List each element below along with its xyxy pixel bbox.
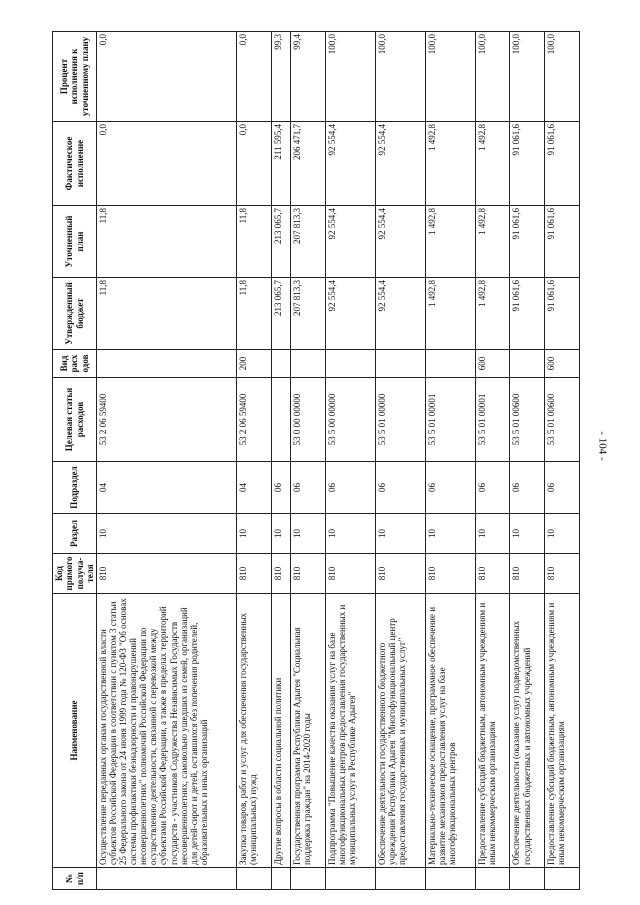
cell-target: 53 2 06 59400 bbox=[237, 378, 272, 462]
cell-section: 10 bbox=[326, 514, 376, 554]
cell-refined: 1 492,8 bbox=[475, 206, 510, 278]
cell-refined: 92 554,4 bbox=[326, 206, 376, 278]
header-code: Код прямого получа-теля bbox=[53, 554, 97, 594]
header-refined: Уточненный план bbox=[53, 206, 97, 278]
cell-code: 810 bbox=[375, 554, 425, 594]
cell-type bbox=[97, 350, 237, 378]
cell-approved: 207 813,3 bbox=[291, 278, 326, 350]
cell-num bbox=[291, 868, 326, 890]
cell-code: 810 bbox=[97, 554, 237, 594]
cell-name: Обеспечение деятельности (оказание услуг) подведомственных государственных бюджетных и автономных учреждений bbox=[510, 594, 545, 868]
cell-type bbox=[425, 350, 475, 378]
cell-num bbox=[326, 868, 376, 890]
cell-actual: 92 554,4 bbox=[375, 122, 425, 206]
cell-percent: 100,0 bbox=[510, 32, 545, 122]
header-type: Вид расх одов bbox=[53, 350, 97, 378]
cell-name: Закупка товаров, работ и услуг для обеспечения государственных (муниципальных) нужд bbox=[237, 594, 272, 868]
cell-actual: 0,0 bbox=[237, 122, 272, 206]
table-row bbox=[545, 32, 580, 890]
cell-name: Подпрограмма "Повышение качества оказания услуг на базе многофункциональных центров предоставления государственных и муниципальных услуг в Республике Адыгея" bbox=[326, 594, 376, 868]
header-section: Раздел bbox=[53, 514, 97, 554]
cell-approved: 91 061,6 bbox=[545, 278, 580, 350]
cell-code: 810 bbox=[291, 554, 326, 594]
budget-table bbox=[52, 31, 580, 890]
cell-target: 53 0 00 00000 bbox=[291, 378, 326, 462]
header-target: Целевая статья расходов bbox=[53, 378, 97, 462]
table-row bbox=[291, 32, 326, 890]
cell-name: Обеспечение деятельности государственного бюджетного учреждения Республики Адыгея "Многофункциональный центр предоставления государственных и муниципальных услуг" bbox=[375, 594, 425, 868]
cell-target: 53 5 01 00001 bbox=[425, 378, 475, 462]
cell-target bbox=[271, 378, 291, 462]
cell-name: Государственная программа Республики Адыгея "Социальная поддержка граждан" на 2014-2020 годы bbox=[291, 594, 326, 868]
cell-num bbox=[271, 868, 291, 890]
cell-actual: 211 595,4 bbox=[271, 122, 291, 206]
cell-code: 810 bbox=[475, 554, 510, 594]
cell-refined: 92 554,4 bbox=[375, 206, 425, 278]
table-row bbox=[271, 32, 291, 890]
cell-type bbox=[510, 350, 545, 378]
cell-type bbox=[271, 350, 291, 378]
cell-num bbox=[97, 868, 237, 890]
cell-approved: 1 492,8 bbox=[425, 278, 475, 350]
cell-approved: 92 554,4 bbox=[326, 278, 376, 350]
cell-code: 810 bbox=[326, 554, 376, 594]
cell-subsection: 04 bbox=[237, 462, 272, 514]
cell-percent: 100,0 bbox=[326, 32, 376, 122]
rotated-sheet bbox=[52, 32, 580, 890]
cell-target: 53 5 01 00600 bbox=[510, 378, 545, 462]
cell-subsection: 06 bbox=[375, 462, 425, 514]
cell-section: 10 bbox=[375, 514, 425, 554]
cell-subsection: 06 bbox=[326, 462, 376, 514]
cell-section: 10 bbox=[475, 514, 510, 554]
cell-type: 600 bbox=[545, 350, 580, 378]
page-number: - 104 - bbox=[596, 431, 609, 461]
cell-name: Предоставление субсидий бюджетным, автономным учреждениям и иным некоммерческим организациям bbox=[545, 594, 580, 868]
cell-percent: 100,0 bbox=[375, 32, 425, 122]
cell-code: 810 bbox=[510, 554, 545, 594]
cell-actual: 91 061,6 bbox=[545, 122, 580, 206]
cell-num bbox=[510, 868, 545, 890]
cell-section: 10 bbox=[97, 514, 237, 554]
table-row bbox=[475, 32, 510, 890]
header-approved: Утвержденный бюджет bbox=[53, 278, 97, 350]
cell-subsection: 06 bbox=[271, 462, 291, 514]
cell-target: 53 5 01 00000 bbox=[375, 378, 425, 462]
cell-code: 810 bbox=[237, 554, 272, 594]
cell-refined: 91 061,6 bbox=[545, 206, 580, 278]
cell-section: 10 bbox=[291, 514, 326, 554]
cell-num bbox=[475, 868, 510, 890]
cell-refined: 11,8 bbox=[97, 206, 237, 278]
cell-name: Осуществление переданных органам государственной власти субъектов Российской Федерации в соответствии с пунктом 3 статьи 25 Федерального закона от 24 июня 1999 года № 120-ФЗ "Об основах системы профилактики безнадзорности и правонарушений несовершеннолетних" полномочий Российской Федерации по осуществлению деятельности, связанной с перевозкой между субъектами Российской Федерации, а также в пределах территорий государств - участников Содружества Независимых Государств несовершеннолетних, самовольно ушедших из семей, организаций для детей-сирот и детей, оставшихся без попечения родителей, образовательных и иных организаций bbox=[97, 594, 237, 868]
table-row bbox=[237, 32, 272, 890]
cell-code: 810 bbox=[425, 554, 475, 594]
cell-type: 200 bbox=[237, 350, 272, 378]
cell-approved: 92 554,4 bbox=[375, 278, 425, 350]
cell-subsection: 04 bbox=[97, 462, 237, 514]
cell-refined: 213 065,7 bbox=[271, 206, 291, 278]
cell-refined: 207 813,3 bbox=[291, 206, 326, 278]
cell-name: Другие вопросы в области социальной политики bbox=[271, 594, 291, 868]
cell-approved: 11,8 bbox=[237, 278, 272, 350]
cell-percent: 100,0 bbox=[545, 32, 580, 122]
table-row bbox=[375, 32, 425, 890]
cell-type: 600 bbox=[475, 350, 510, 378]
cell-subsection: 06 bbox=[545, 462, 580, 514]
cell-actual: 206 471,7 bbox=[291, 122, 326, 206]
cell-actual: 92 554,4 bbox=[326, 122, 376, 206]
cell-name: Предоставление субсидий бюджетным, автономным учреждениям и иным некоммерческим организациям bbox=[475, 594, 510, 868]
cell-name: Материально-техническое оснащение, программное обеспечение и развитие механизмов предоставления услуг на базе многофункциональных центров bbox=[425, 594, 475, 868]
cell-section: 10 bbox=[425, 514, 475, 554]
cell-actual: 1 492,8 bbox=[425, 122, 475, 206]
header-num: № п/п bbox=[53, 868, 97, 890]
table-row bbox=[510, 32, 545, 890]
cell-approved: 1 492,8 bbox=[475, 278, 510, 350]
cell-subsection: 06 bbox=[425, 462, 475, 514]
cell-section: 10 bbox=[271, 514, 291, 554]
header-row bbox=[53, 32, 97, 890]
cell-section: 10 bbox=[545, 514, 580, 554]
cell-num bbox=[545, 868, 580, 890]
cell-actual: 91 061,6 bbox=[510, 122, 545, 206]
cell-section: 10 bbox=[237, 514, 272, 554]
header-name: Наименование bbox=[53, 594, 97, 868]
cell-subsection: 06 bbox=[510, 462, 545, 514]
cell-target: 53 2 06 59400 bbox=[97, 378, 237, 462]
cell-percent: 0,0 bbox=[97, 32, 237, 122]
table-row bbox=[425, 32, 475, 890]
cell-actual: 1 492,8 bbox=[475, 122, 510, 206]
cell-actual: 0,0 bbox=[97, 122, 237, 206]
cell-num bbox=[425, 868, 475, 890]
cell-refined: 91 061,6 bbox=[510, 206, 545, 278]
cell-subsection: 06 bbox=[475, 462, 510, 514]
cell-percent: 99,4 bbox=[291, 32, 326, 122]
cell-percent: 100,0 bbox=[425, 32, 475, 122]
cell-type bbox=[326, 350, 376, 378]
table-row bbox=[97, 32, 237, 890]
cell-section: 10 bbox=[510, 514, 545, 554]
cell-percent: 99,3 bbox=[271, 32, 291, 122]
header-percent: Процент исполнения к уточненному плану bbox=[53, 32, 97, 122]
cell-target: 53 5 00 00000 bbox=[326, 378, 376, 462]
cell-type bbox=[291, 350, 326, 378]
header-actual: Фактическое исполнение bbox=[53, 122, 97, 206]
cell-code: 810 bbox=[271, 554, 291, 594]
cell-approved: 213 065,7 bbox=[271, 278, 291, 350]
cell-subsection: 06 bbox=[291, 462, 326, 514]
cell-code: 810 bbox=[545, 554, 580, 594]
cell-target: 53 5 01 00001 bbox=[475, 378, 510, 462]
table-row bbox=[326, 32, 376, 890]
cell-refined: 1 492,8 bbox=[425, 206, 475, 278]
cell-num bbox=[375, 868, 425, 890]
cell-refined: 11,8 bbox=[237, 206, 272, 278]
header-subsection: Подраздел bbox=[53, 462, 97, 514]
cell-type bbox=[375, 350, 425, 378]
cell-num bbox=[237, 868, 272, 890]
cell-percent: 0,0 bbox=[237, 32, 272, 122]
cell-approved: 91 061,6 bbox=[510, 278, 545, 350]
cell-target: 53 5 01 00600 bbox=[545, 378, 580, 462]
cell-approved: 11,8 bbox=[97, 278, 237, 350]
cell-percent: 100,0 bbox=[475, 32, 510, 122]
